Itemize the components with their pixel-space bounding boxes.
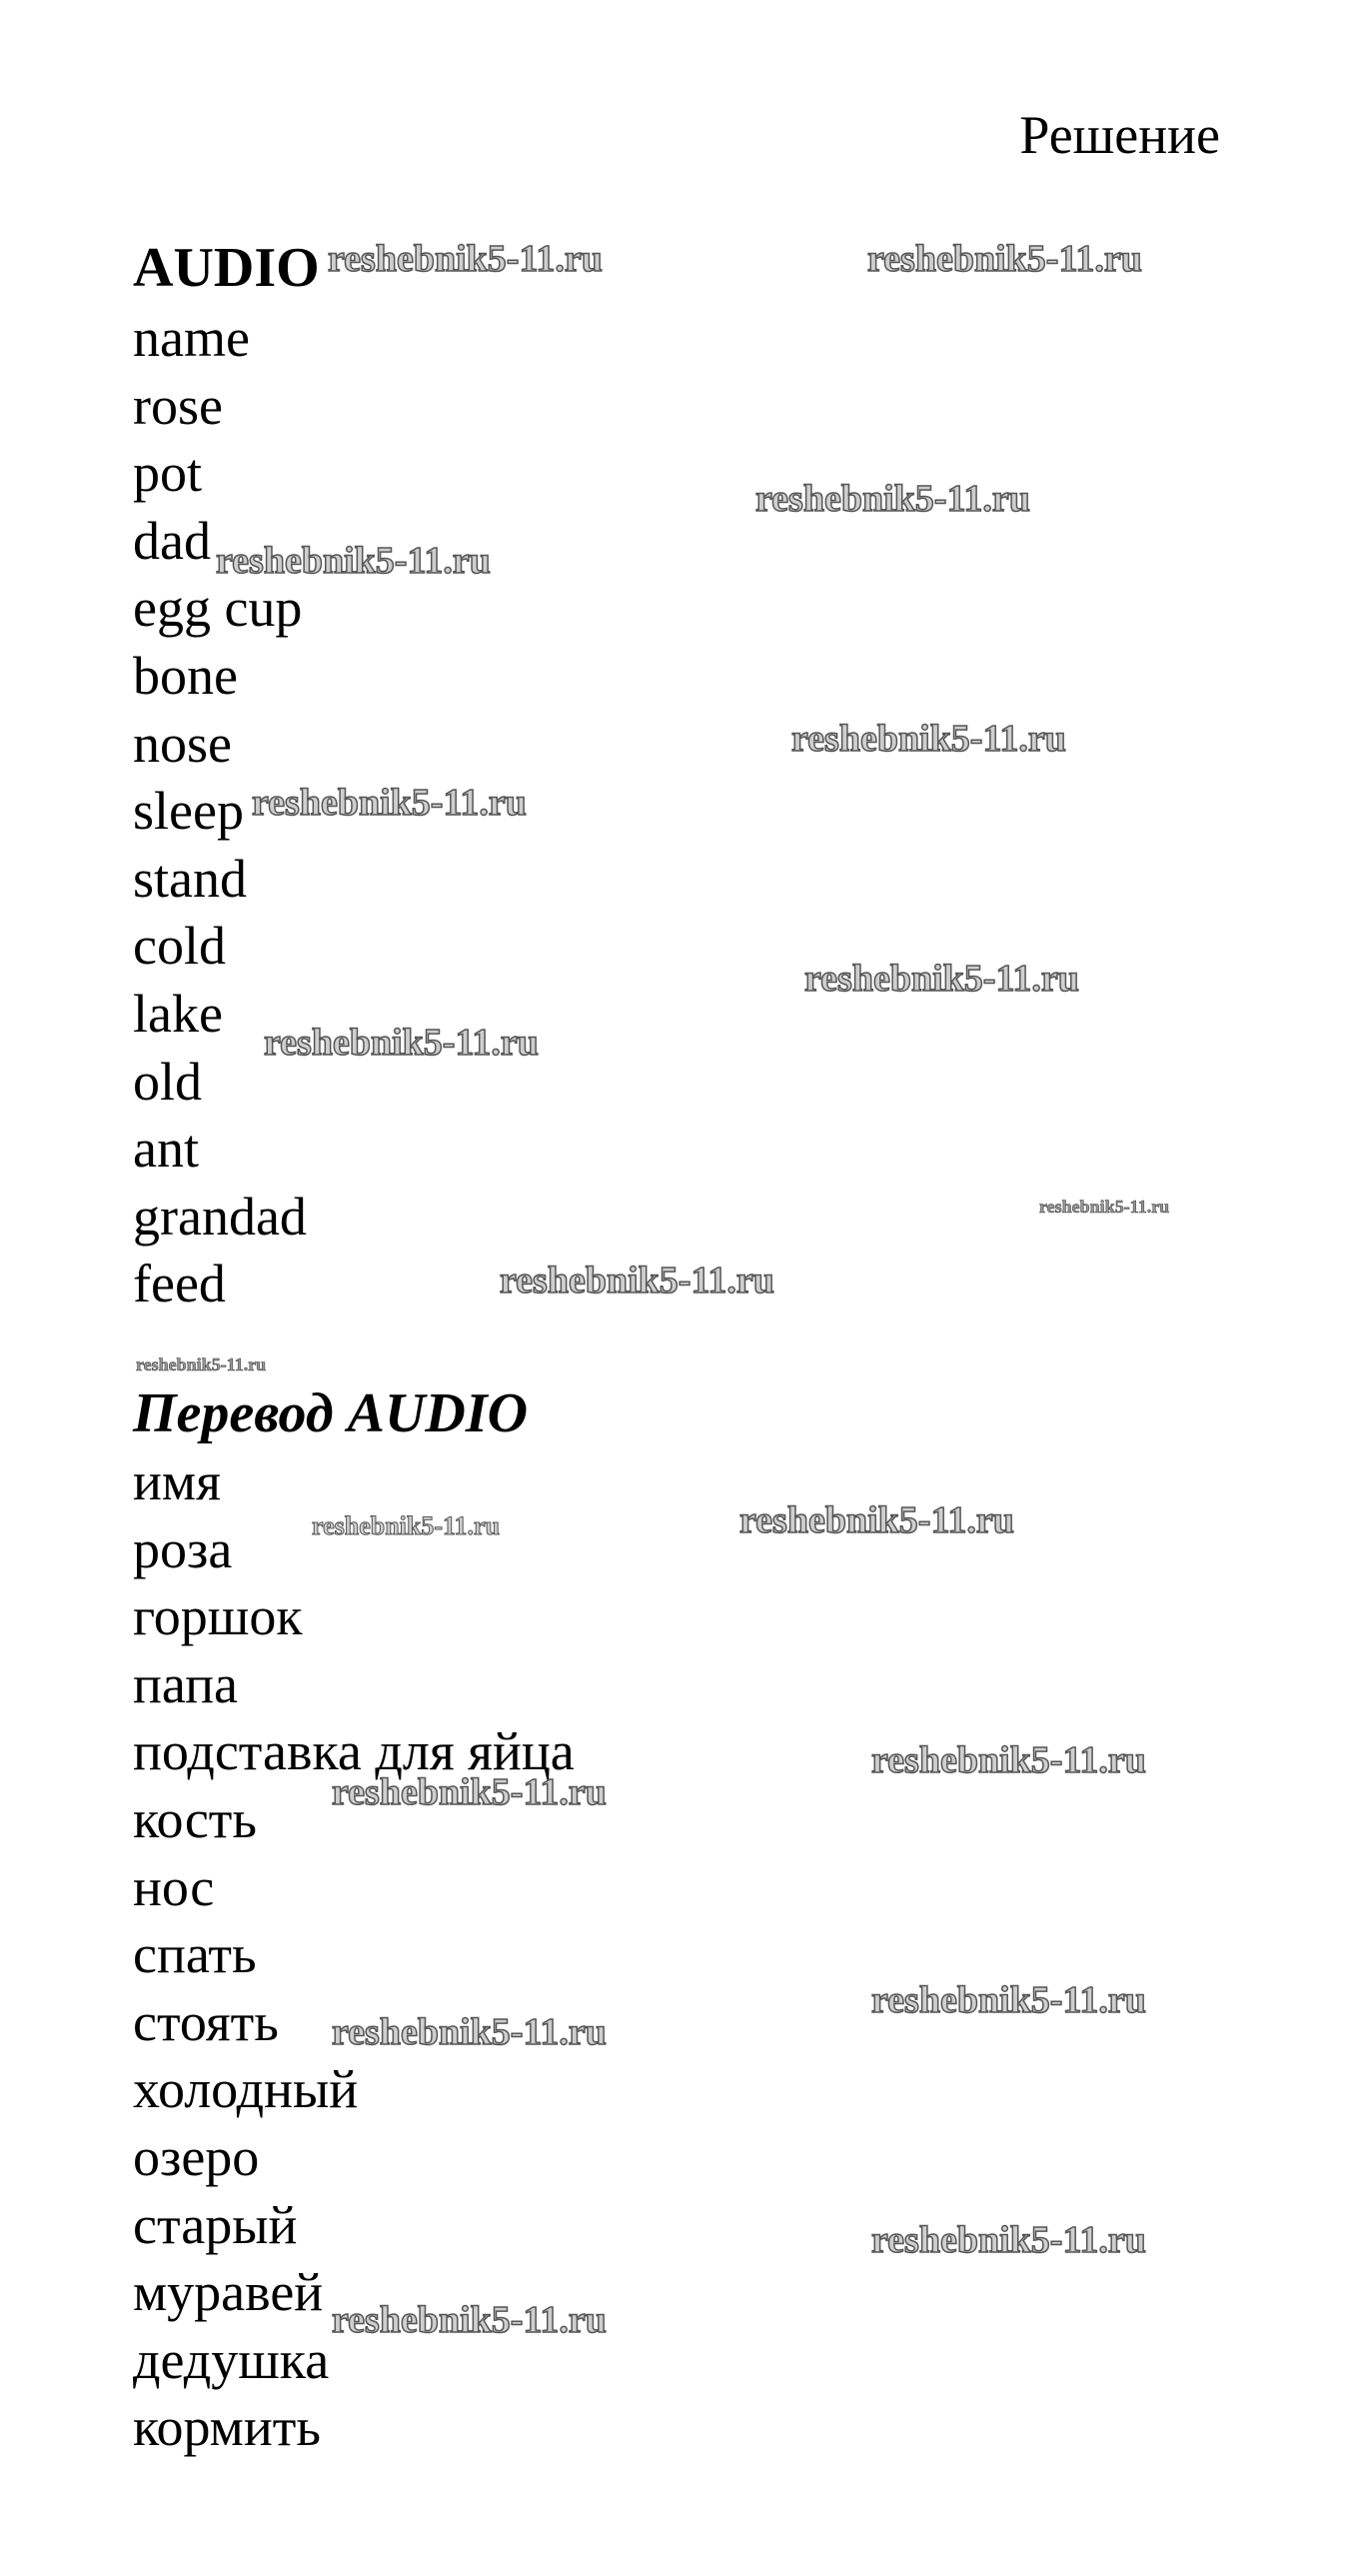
watermark: reshebnik5-11.ru bbox=[804, 958, 1079, 1000]
translation-section-title: Перевод AUDIO bbox=[133, 1382, 529, 1444]
translation-word: горшок bbox=[133, 1586, 303, 1647]
audio-word: lake bbox=[133, 983, 223, 1044]
translation-word: озеро bbox=[133, 2126, 260, 2187]
watermark: reshebnik5-11.ru bbox=[332, 2299, 607, 2341]
audio-word: feed bbox=[133, 1254, 226, 1314]
watermark: reshebnik5-11.ru bbox=[871, 1739, 1146, 1781]
audio-word: sleep bbox=[133, 781, 244, 842]
translation-word: старый bbox=[133, 2194, 298, 2255]
watermark: reshebnik5-11.ru bbox=[332, 2011, 607, 2053]
watermark: reshebnik5-11.ru bbox=[328, 238, 603, 280]
translation-word: имя bbox=[133, 1451, 221, 1511]
watermark: reshebnik5-11.ru bbox=[332, 1771, 607, 1813]
watermark: reshebnik5-11.ru bbox=[500, 1260, 774, 1301]
watermark: reshebnik5-11.ru bbox=[1039, 1197, 1170, 1217]
translation-word: кость bbox=[133, 1788, 258, 1849]
watermark: reshebnik5-11.ru bbox=[136, 1354, 267, 1374]
translation-word-list bbox=[133, 1448, 575, 2462]
watermark: reshebnik5-11.ru bbox=[871, 1979, 1146, 2021]
translation-word: дедушка bbox=[133, 2329, 330, 2390]
audio-section-title: AUDIO bbox=[133, 237, 320, 299]
watermark: reshebnik5-11.ru bbox=[312, 1511, 501, 1540]
audio-word: ant bbox=[133, 1119, 199, 1180]
translation-word: спать bbox=[133, 1924, 257, 1985]
translation-word: нос bbox=[133, 1856, 215, 1917]
translation-word: подставка для яйца bbox=[133, 1721, 575, 1782]
watermark: reshebnik5-11.ru bbox=[739, 1499, 1014, 1541]
audio-word: bone bbox=[133, 645, 238, 706]
audio-word: grandad bbox=[133, 1186, 307, 1247]
translation-word: кормить bbox=[133, 2397, 321, 2458]
audio-word: rose bbox=[133, 375, 223, 436]
watermark: reshebnik5-11.ru bbox=[755, 478, 1030, 520]
translation-word: муравей bbox=[133, 2262, 324, 2323]
translation-word: роза bbox=[133, 1518, 233, 1579]
audio-word: egg cup bbox=[133, 578, 303, 639]
watermark: reshebnik5-11.ru bbox=[791, 718, 1066, 760]
audio-word-list bbox=[133, 305, 307, 1318]
audio-word: pot bbox=[133, 443, 203, 504]
translation-word: папа bbox=[133, 1653, 239, 1714]
watermark: reshebnik5-11.ru bbox=[867, 238, 1142, 280]
translation-word: стоять bbox=[133, 1991, 279, 2052]
audio-word: nose bbox=[133, 713, 232, 774]
audio-word: stand bbox=[133, 848, 247, 909]
audio-word: dad bbox=[133, 510, 211, 571]
watermark: reshebnik5-11.ru bbox=[871, 2219, 1146, 2261]
audio-word: cold bbox=[133, 916, 226, 977]
watermark: reshebnik5-11.ru bbox=[216, 540, 491, 582]
audio-word: old bbox=[133, 1051, 203, 1112]
watermark: reshebnik5-11.ru bbox=[264, 1022, 539, 1064]
solution-header: Решение bbox=[1019, 105, 1220, 165]
audio-word: name bbox=[133, 308, 250, 368]
translation-word: холодный bbox=[133, 2059, 359, 2120]
watermark: reshebnik5-11.ru bbox=[252, 782, 527, 824]
